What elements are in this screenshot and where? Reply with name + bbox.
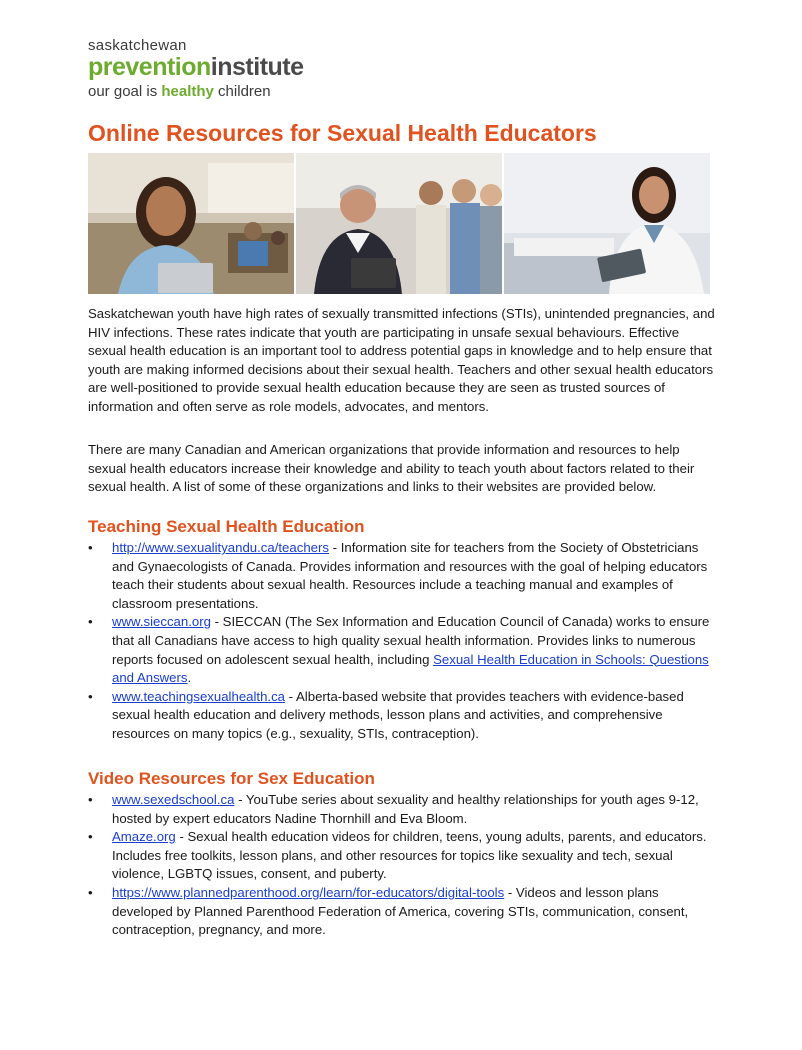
section-heading-teaching: Teaching Sexual Health Education xyxy=(88,517,365,536)
logo-brand: preventioninstitute xyxy=(88,53,304,81)
logo xyxy=(88,38,304,99)
bullet: • xyxy=(88,884,93,900)
link-plannedparenthood[interactable]: https://www.plannedparenthood.org/learn/for-educators/digital-tools xyxy=(112,884,505,900)
section-heading-video: Video Resources for Sex Education xyxy=(88,769,375,788)
photo-banner xyxy=(88,153,710,294)
teaching-resources-list xyxy=(88,539,718,744)
link-teachingsexualhealth[interactable]: www.teachingsexualhealth.ca xyxy=(112,688,286,704)
link-sexedschool[interactable]: www.sexedschool.ca xyxy=(112,792,235,807)
link-sexualityandu[interactable]: http://www.sexualityandu.ca/teachers xyxy=(112,540,329,555)
list-item: • www.sieccan.org - SIECCAN (The Sex Information and Education Council of Canada) works to ensure that all Canadians have access to high quality sexual health information. Provides links to numerous reports focused on adolescent sexual health, including Sexual Health Education in Schools: Questions and Answers. xyxy=(88,614,710,686)
bullet: • xyxy=(88,792,93,807)
photo-educator-group xyxy=(296,153,502,294)
logo-org: saskatchewan xyxy=(88,37,187,54)
organizations-paragraph: There are many Canadian and American organizations that provide information and resources to help sexual health educators increase their knowledge and ability to teach youth about factors related to their sexual health. A list of some of these organizations and links to their websites are provided below. xyxy=(88,442,695,495)
link-sex-ed-schools-qa[interactable]: Sexual Health Education in Schools: Questions and Answers xyxy=(112,651,709,686)
list-item: • www.teachingsexualhealth.ca - Alberta-based website that provides teachers with evidence-based sexual health education and delivery methods, lesson plans and activities, and comprehensive resources on many topics (e.g., sexuality, STIs, contraception). xyxy=(88,688,684,741)
link-sieccan[interactable]: www.sieccan.org xyxy=(112,614,211,630)
bullet: • xyxy=(88,614,93,630)
page-title: Online Resources for Sexual Health Educators xyxy=(88,120,597,146)
intro-paragraph: Saskatchewan youth have high rates of sexually transmitted infections (STIs), unintended pregnancies, and HIV infections. These rates indicate that youth are participating in unsafe sexual behaviours. Effective sexual health education is an important tool to address potential gaps in knowledge and to help ensure that youth are making informed decisions about their sexual health. Teachers and other sexual health educators are well-positioned to provide sexual health education because they are seen as trusted sources of information and often serve as role models, advocates, and mentors. xyxy=(88,306,715,414)
photo-teacher-laptop xyxy=(88,153,294,294)
list-item: • http://www.sexualityandu.ca/teachers - Information site for teachers from the Society of Obstetricians and Gynaecologists of Canada. Provides information and resources with the goal of helping educators teach their students about sexual health. Resources include a teaching manual and examples of classroom presentations. xyxy=(88,540,708,611)
bullet: • xyxy=(88,540,93,555)
video-resources-list xyxy=(88,791,718,940)
bullet: • xyxy=(88,829,93,845)
list-item: • www.sexedschool.ca - YouTube series about sexuality and healthy relationships for youth ages 9-12, hosted by expert educators Nadine Thornhill and Eva Bloom. xyxy=(88,792,699,826)
list-item: • https://www.plannedparenthood.org/learn/for-educators/digital-tools - Videos and lesson plans developed by Planned Parenthood Federation of America, covering STIs, communication, consent, contraception, pregnancy, and more. xyxy=(88,884,689,938)
list-item: • Amaze.org - Sexual health education videos for children, teens, young adults, parents, and educators. Includes free toolkits, lesson plans, and other resources for topics like sexuality and tech, sexual violence, LGBTQ issues, consent, and puberty. xyxy=(88,829,707,882)
link-amaze[interactable]: Amaze.org xyxy=(112,829,176,845)
photo-doctor-tablet xyxy=(504,153,710,294)
logo-tagline: our goal is healthy children xyxy=(88,83,271,100)
bullet: • xyxy=(88,688,93,704)
